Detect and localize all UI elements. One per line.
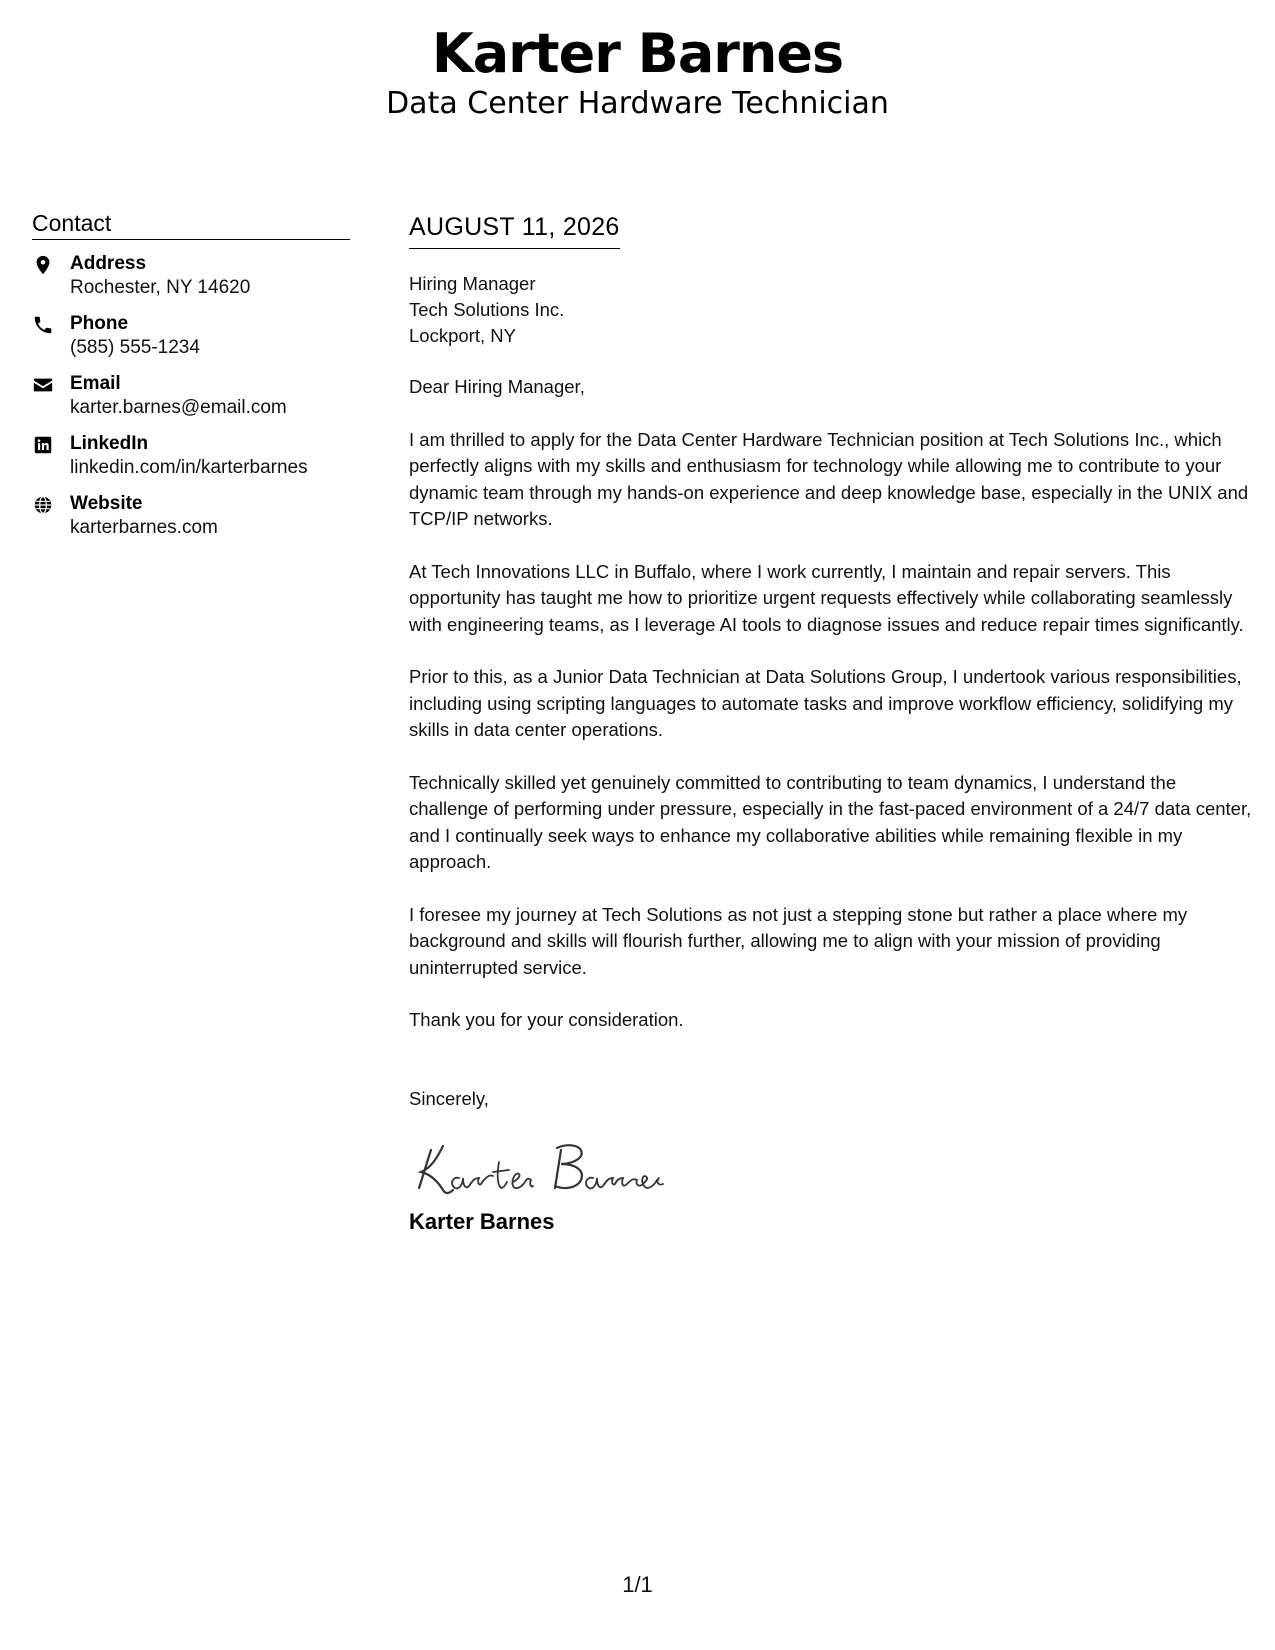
contact-value: Rochester, NY 14620 [70,277,251,298]
signer-name: Karter Barnes [409,1209,555,1234]
contact-label: Website [70,493,143,514]
job-title: Data Center Hardware Technician [386,86,889,121]
globe-icon [32,494,54,516]
contact-value: karterbarnes.com [70,517,218,538]
recipient-line: Tech Solutions Inc. [409,299,565,320]
letter-date: AUGUST 11, 2026 [409,212,620,249]
contact-item-website [32,492,350,540]
envelope-icon [32,374,54,396]
salutation: Dear Hiring Manager, [409,376,585,397]
linkedin-icon [32,434,54,456]
contact-item-address [32,252,350,300]
contact-item-linkedin [32,432,350,480]
letter-body [409,212,1254,1236]
letter-paragraph: I am thrilled to apply for the Data Center Hardware Technician position at Tech Solutions Inc., which perfectly aligns with my skills and enthusiasm for technology while allowing me to contribute to your dynamic team through my hands-on experience and deep knowledge base, especially in the UNIX and TCP/IP networks. [409,428,1249,529]
contact-item-phone [32,312,350,360]
applicant-name: Karter Barnes [431,22,844,85]
phone-icon [32,314,54,336]
recipient-line: Hiring Manager [409,273,536,294]
letter-paragraph: I foresee my journey at Tech Solutions as not just a stepping stone but rather a place where my background and skills will flourish further, allowing me to align with your mission of providing uninterrupted service. [409,903,1188,978]
contact-label: Email [70,373,121,394]
recipient-line: Lockport, NY [409,325,516,346]
contact-label: Address [70,253,147,274]
contact-value: linkedin.com/in/karterbarnes [70,457,308,478]
closing: Sincerely, [409,1087,489,1109]
contact-value: (585) 555-1234 [70,337,200,358]
letter-paragraph: Technically skilled yet genuinely committed to contributing to team dynamics, I understand the challenge of performing under pressure, especially in the fast-paced environment of a 24/7 data center, and I continually seek ways to enhance my collaborative abilities while remaining flexible in my approach. [409,771,1252,872]
letter-paragraph: Thank you for your consideration. [409,1009,684,1030]
contact-label: Phone [70,313,129,334]
header [0,22,1275,122]
contact-list [32,252,350,540]
contact-sidebar [32,210,350,552]
contact-value: karter.barnes@email.com [70,397,287,418]
contact-heading: Contact [32,210,350,240]
letter-paragraph: Prior to this, as a Junior Data Technician at Data Solutions Group, I undertook various responsibilities, including using scripting languages to automate tasks and improve workflow efficiency, solidifying my skills in data center operations. [409,666,1242,740]
recipient-block [409,271,1254,349]
map-pin-icon [32,254,54,276]
contact-label: LinkedIn [70,433,149,454]
signature-image [409,1128,669,1202]
contact-item-email [32,372,350,420]
page-number: 1/1 [622,1572,653,1597]
letter-paragraph: At Tech Innovations LLC in Buffalo, where I work currently, I maintain and repair servers. This opportunity has taught me how to prioritize urgent requests effectively while collaborating seamlessly with engineering teams, as I leverage AI tools to diagnose issues and reduce repair times significantly. [409,560,1244,635]
